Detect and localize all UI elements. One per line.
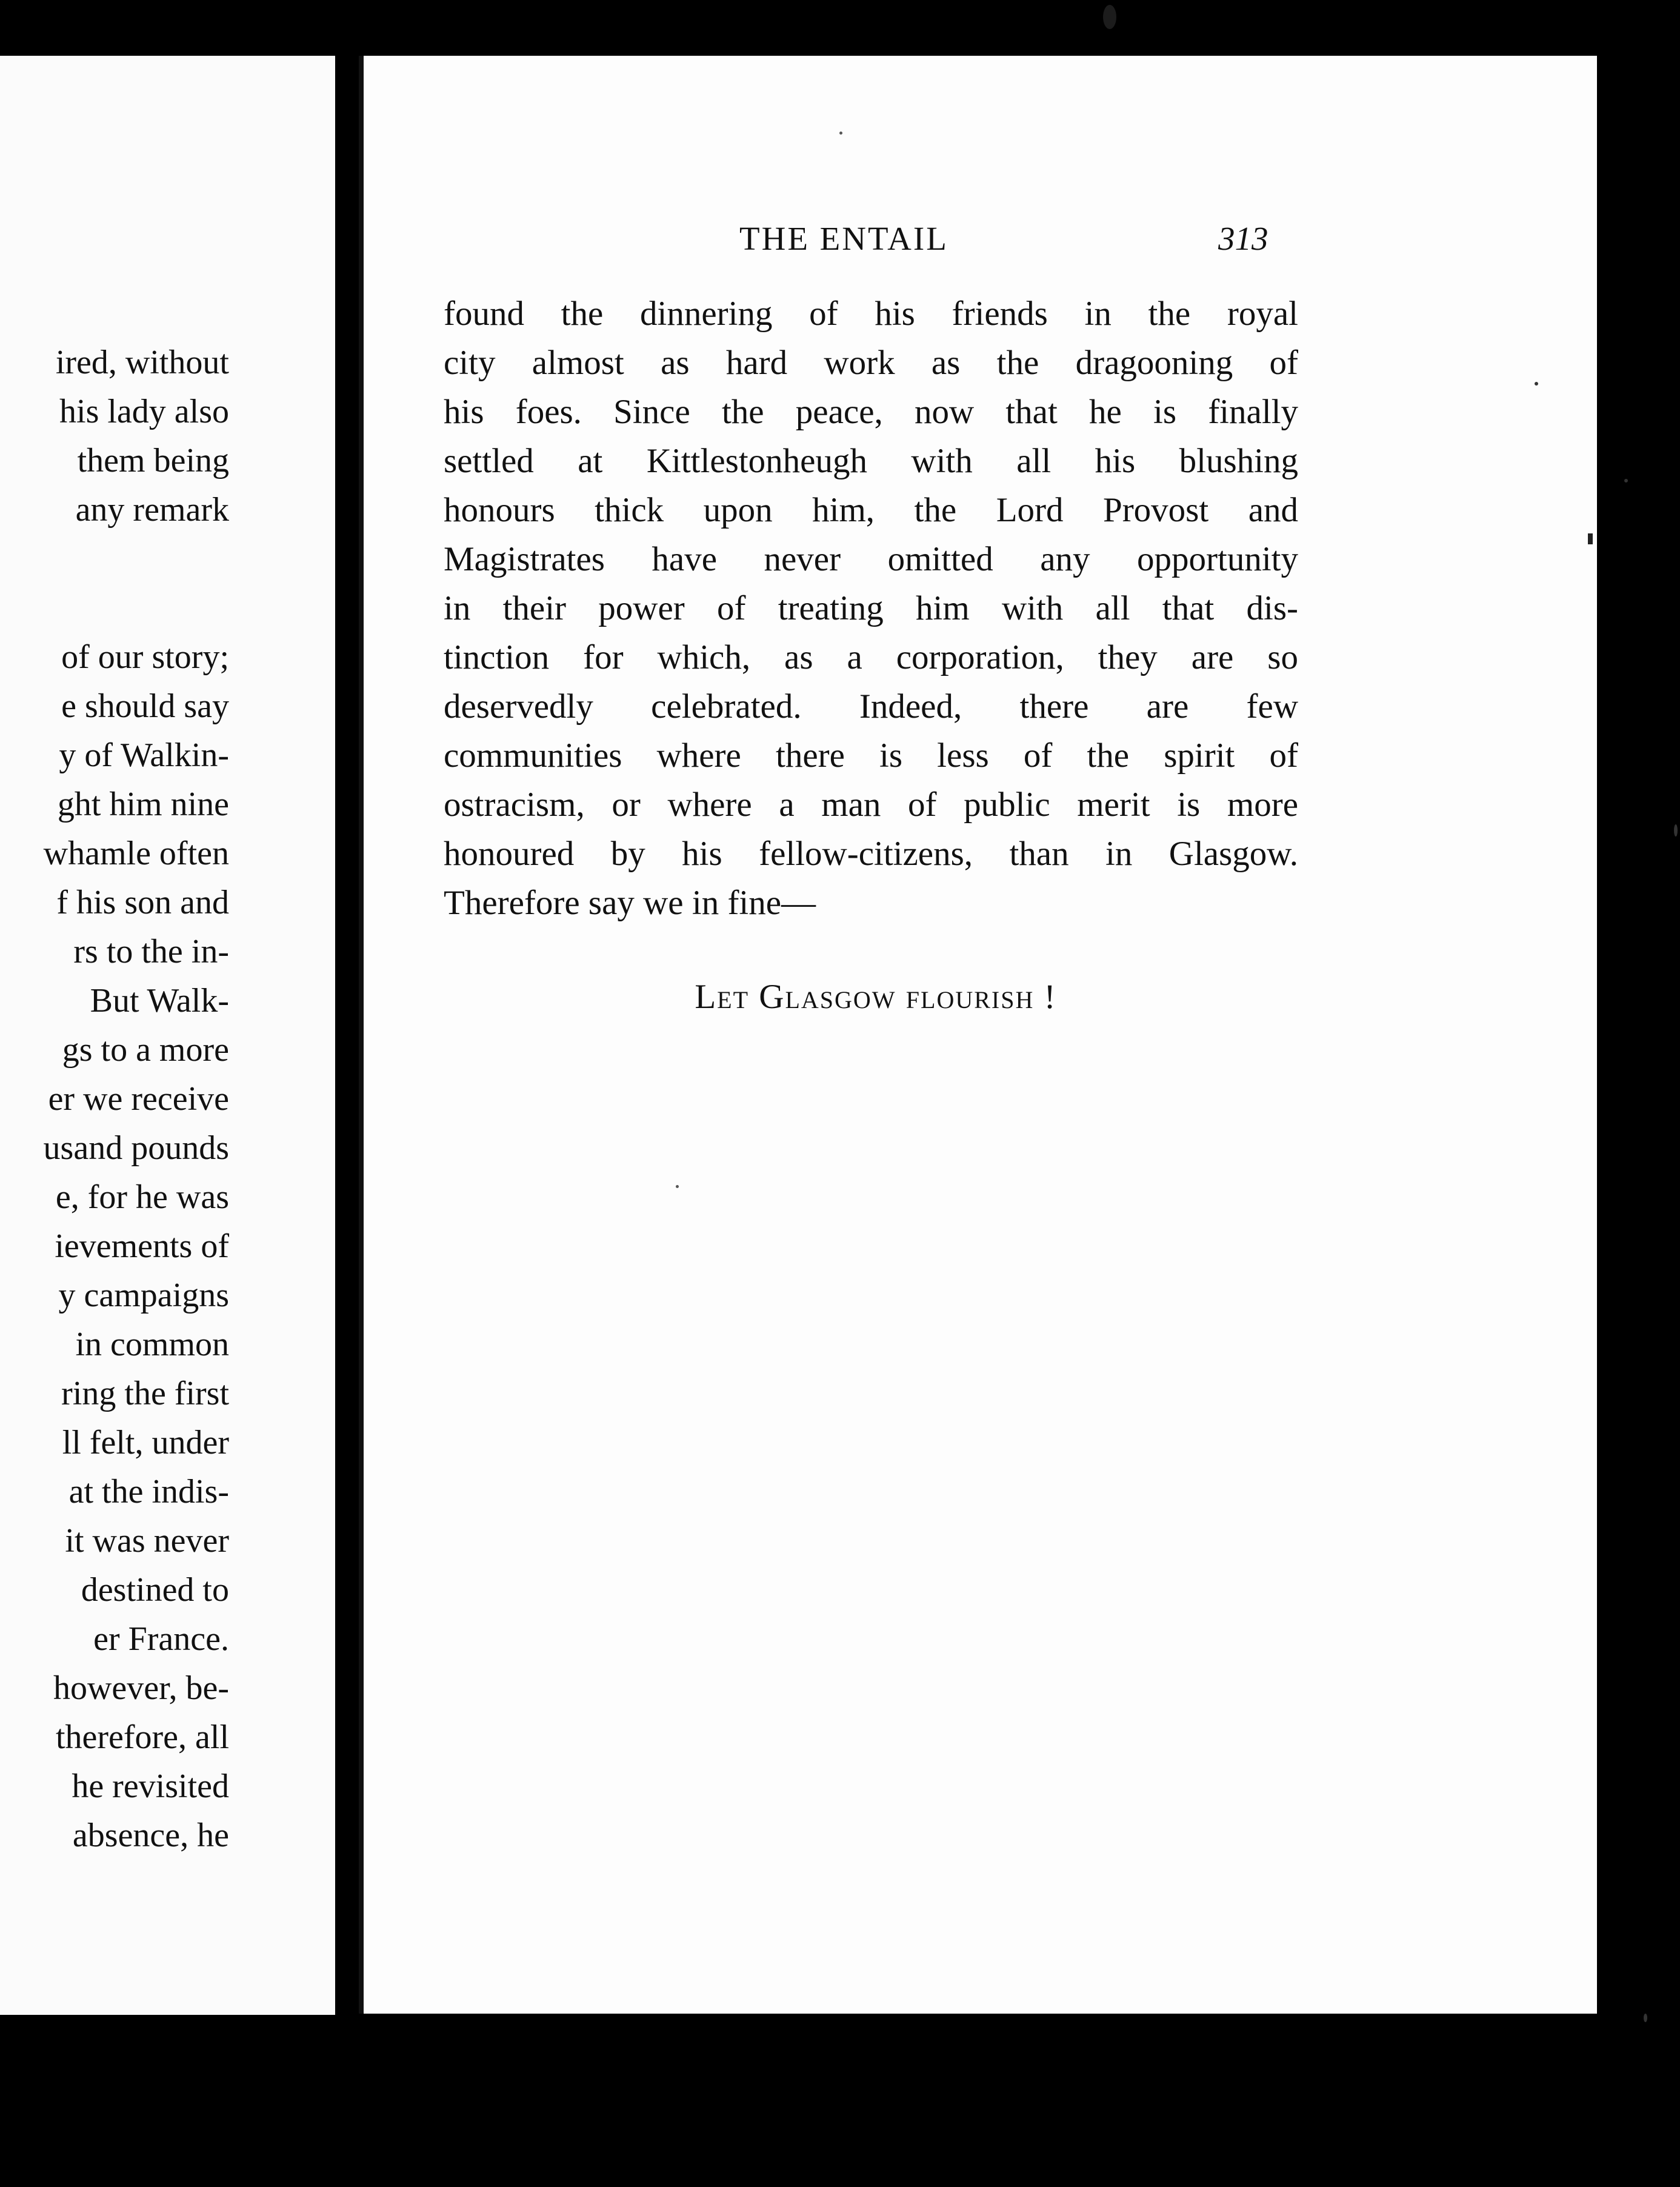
left-line: any remark [75, 491, 229, 529]
left-line: ievements of [55, 1227, 229, 1265]
paper-speck [1103, 5, 1116, 29]
left-line: he revisited [72, 1768, 229, 1805]
text-line: found the dinnering of his friends in the royal [444, 295, 1298, 333]
text-line: tinction for which, as a corporation, they are so [444, 638, 1298, 676]
text-line: ostracism, or where a man of public merit is more [444, 786, 1298, 824]
left-line: f his son and [56, 884, 229, 921]
book-spine [335, 56, 353, 2015]
paragraph-gap [44, 535, 229, 633]
left-line: of our story; [61, 638, 229, 676]
paper-speck [1674, 824, 1678, 836]
running-head [364, 219, 1597, 268]
left-line: in common [75, 1326, 229, 1363]
text-line: settled at Kittlestonheugh with all his blushing [444, 442, 1298, 480]
text-line: Therefore say we in fine— [444, 884, 816, 922]
left-line: therefore, all [55, 1718, 229, 1756]
text-line: Magistrates have never omitted any opportunity [444, 540, 1298, 578]
edge-mark [1588, 533, 1593, 544]
paper-speck [1535, 382, 1538, 386]
paper-speck [839, 132, 842, 135]
left-line: ring the first [61, 1375, 229, 1412]
text-line: deservedly celebrated. Indeed, there are few [444, 687, 1298, 726]
paper-speck [1624, 479, 1628, 482]
left-line: er France. [93, 1620, 229, 1658]
left-line: But Walk- [90, 982, 229, 1020]
text-line: city almost as hard work as the dragooning of [444, 344, 1298, 382]
running-head-title: THE ENTAIL [739, 220, 948, 257]
left-line: e should say [61, 687, 229, 725]
left-line: at the indis- [68, 1473, 229, 1511]
page-number: 313 [1218, 220, 1268, 257]
left-line: ired, without [55, 344, 229, 381]
paper-speck [676, 1185, 679, 1188]
text-line: honours thick upon him, the Lord Provost and [444, 491, 1298, 529]
left-line: ght him nine [57, 786, 229, 823]
left-line: usand pounds [43, 1129, 229, 1167]
left-line: ll felt, under [62, 1424, 229, 1461]
left-line: them being [77, 442, 229, 479]
text-line: in their power of treating him with all that dis- [444, 589, 1298, 627]
left-line: gs to a more [62, 1031, 229, 1069]
left-line: destined to [81, 1571, 229, 1609]
text-line: honoured by his fellow-citizens, than in Glasgow. [444, 835, 1298, 873]
left-line: it was never [65, 1522, 229, 1560]
paper-speck [1644, 2014, 1647, 2022]
left-line: e, for he was [55, 1178, 229, 1216]
left-line: however, be- [53, 1669, 229, 1707]
text-line: communities where there is less of the spirit of [444, 736, 1298, 775]
left-line: absence, he [72, 1817, 229, 1854]
left-page [0, 56, 335, 2015]
left-line: er we receive [48, 1080, 229, 1118]
left-line: rs to the in- [73, 933, 229, 970]
left-line: his lady also [59, 393, 229, 430]
text-line: his foes. Since the peace, now that he is finally [444, 393, 1298, 431]
left-line: whamle often [43, 835, 229, 872]
left-line: y of Walkin- [59, 736, 229, 774]
left-line: y campaigns [58, 1277, 229, 1314]
closing-motto: Let Glasgow flourish ! [695, 978, 1057, 1016]
left-page-text [44, 338, 229, 1860]
body-paragraph [444, 289, 1298, 927]
right-page [359, 56, 1597, 2014]
